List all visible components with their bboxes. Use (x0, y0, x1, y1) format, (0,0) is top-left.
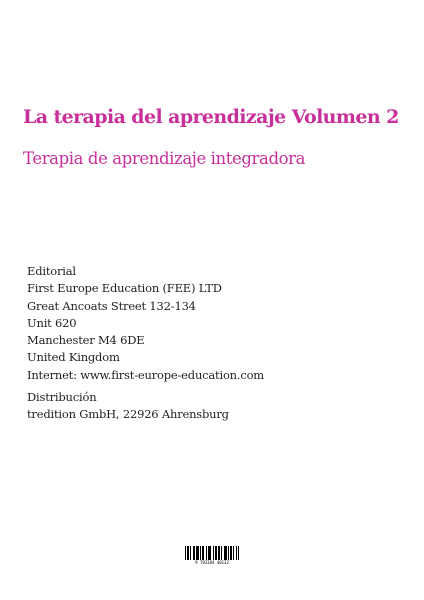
barcode-bar (203, 546, 204, 560)
barcode-bar (231, 546, 232, 560)
publisher-line-street: Great Ancoats Street 132-134 (27, 298, 196, 313)
barcode-bar (194, 546, 195, 560)
distribution-line: tredition GmbH, 22926 Ahrensburg (27, 407, 229, 422)
barcode-bar (206, 546, 207, 560)
distribution-heading: Distribución (27, 390, 97, 404)
barcode-bar (230, 546, 231, 560)
barcode-bar (202, 546, 203, 560)
book-title: La terapia del aprendizaje Volumen 2 (23, 106, 399, 128)
barcode-bar (208, 546, 209, 560)
barcode-bar (233, 546, 234, 560)
publisher-line-company: First Europe Education (FEE) LTD (27, 281, 222, 296)
barcode-bar (221, 546, 222, 560)
barcode-bar (197, 546, 198, 560)
publisher-line-unit: Unit 620 (27, 315, 77, 330)
publisher-heading: Editorial (27, 264, 76, 278)
barcode-bar (200, 546, 201, 560)
barcode-bar (225, 546, 226, 560)
publisher-block (27, 263, 264, 384)
book-subtitle: Terapia de aprendizaje integradora (23, 149, 306, 168)
barcode-bar (209, 546, 210, 560)
barcode-bar (198, 546, 199, 560)
barcode-bar (218, 546, 219, 560)
barcode-bar (193, 546, 194, 560)
barcode-bar (210, 546, 211, 560)
barcode-bar (226, 546, 227, 560)
publisher-line-country: United Kingdom (27, 350, 120, 365)
barcode-bar (196, 546, 197, 560)
isbn-barcode (185, 546, 239, 566)
barcode-bar (224, 546, 225, 560)
barcode-bar (215, 546, 216, 560)
barcode-bar (228, 546, 229, 560)
publisher-line-website: Internet: www.first-europe-education.com (27, 367, 265, 382)
barcode-digits: 9 783384 40132 (185, 560, 239, 565)
publisher-line-city: Manchester M4 6DE (27, 333, 145, 348)
barcode-bar (216, 546, 217, 560)
barcode-bar (219, 546, 220, 560)
distribution-block (27, 389, 229, 424)
barcode-bar (188, 546, 189, 560)
barcode-bar (190, 546, 191, 560)
barcode-bar (213, 546, 214, 560)
